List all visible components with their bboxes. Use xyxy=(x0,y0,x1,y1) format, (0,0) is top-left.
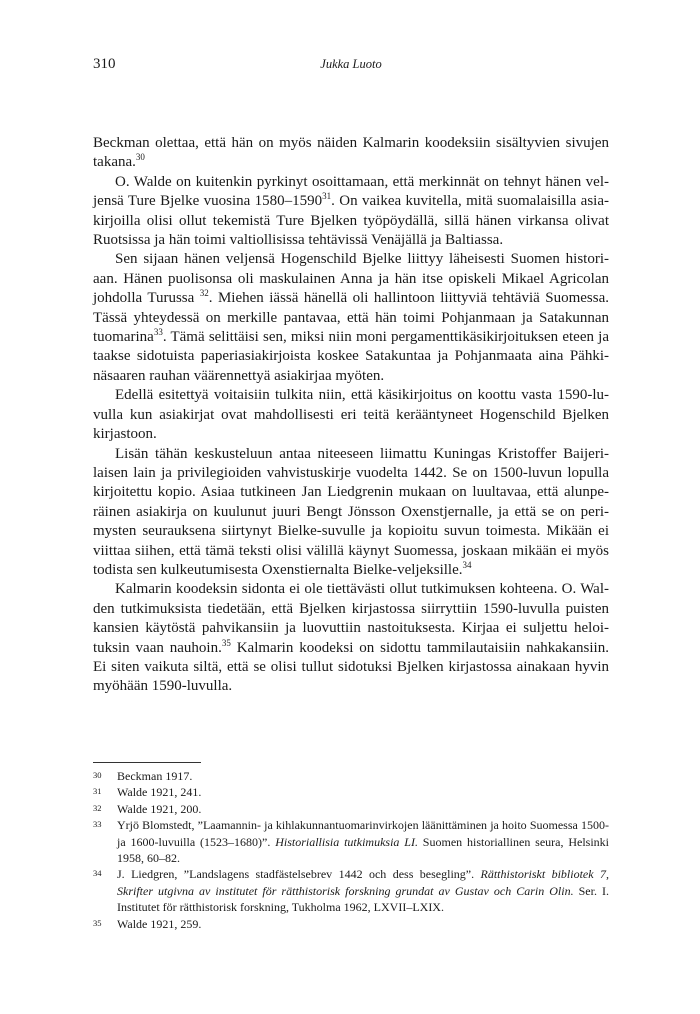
italic-text: Historiallisia tutkimuksia LI. xyxy=(275,834,418,849)
footnote-ref: 35 xyxy=(221,637,231,648)
body-paragraph xyxy=(93,386,609,444)
text-run: . Miehen iässä hänellä oli hallintoon liittyviä tehtäviä Suomessa. Tässä yhteydessä on merkille pantavaa, että hän toimi Pohjanmaan ja Satakunnan tuomarina xyxy=(93,290,609,346)
text-run: Walde 1921, 200. xyxy=(117,801,202,816)
footnote-ref: 34 xyxy=(462,559,472,570)
footnote-number: 33 xyxy=(93,819,102,830)
text-run: Ser. I. Institutet för rätthistorisk forskning, Tukholma 1962, LXVII–LXIX. xyxy=(117,883,609,915)
footnote-text xyxy=(117,784,609,800)
italic-text: Rätthistoriskt bibliotek 7, Skrifter utgivna av institutet för rätthistorisk forskning grundat av Gustav och Carin Olin. xyxy=(117,867,609,898)
footnote-number: 34 xyxy=(93,868,102,879)
text-run: Walde 1921, 241. xyxy=(117,785,202,800)
text-run: O. Walde on kuitenkin pyrkinyt osoittamaan, että merkinnät on tehnyt hänen veljensä Ture Bjelke vuosina 1580–1590 xyxy=(93,173,609,210)
text-run: . On vaikea kuvitella, mitä suomalaisilla asiakirjoilla olisi ollut tekemistä Ture Bjelken työpöydällä, sillä hänen virkansa olivat Ruotsissa ja hän toimi valtiollisissa tehtävissä Venäjällä ja Baltiassa. xyxy=(93,193,609,249)
footnote xyxy=(93,784,609,800)
text-run: Sen sijaan hänen veljensä Hogenschild Bjelke liittyy läheisesti Suomen historiaan. Hänen puolisonsa oli maskulainen Anna ja hän itse opiskeli Mikael Agricolan johdolla Turussa xyxy=(93,251,609,307)
footnote-number: 35 xyxy=(93,917,102,928)
text-run: Beckman 1917. xyxy=(117,769,193,783)
footnote-ref: 31 xyxy=(322,191,332,202)
text-run: Lisän tähän keskusteluun antaa niteeseen liimattu Kuningas Kristoffer Baijerilaisen lain ja privilegioiden vahvistuskirje vuodelta 1442. Se on 1500-luvun lopulla kirjoitettu kopio. Asiaa tutkineen Jan Liedgrenin mukaan on luultavaa, että alunperäinen asiakirja on kuulunut juuri Bengt Jönsson Oxenstjernalle, ja että se on perimysten seurauksena siirtynyt Bielke-suvulle ja kopioitu suvun toimesta. Mikään ei viittaa siihen, että tämä teksti olisi välillä käynyt Suomessa, joskaan mikään ei myös todista sen kulkeutumisesta Oxenstiernalta Bielke-veljeksille. xyxy=(93,445,609,578)
running-header xyxy=(93,56,609,76)
text-run: Beckman olettaa, että hän on myös näiden Kalmarin koodeksiin sisältyvien sivujen takana. xyxy=(93,135,609,171)
footnote xyxy=(93,817,609,866)
footnote xyxy=(93,768,609,784)
footnote-number: 32 xyxy=(93,802,102,813)
body-paragraph xyxy=(93,134,609,173)
footnote-number: 30 xyxy=(93,770,102,780)
text-run: Kalmarin koodeksin sidonta ei ole tiettävästi ollut tutkimuksen kohteena. O. Walden tutkimuksista tiedetään, että Bjelken kirjastossa siirryttiin 1590-luvulla puisten kansien käytöstä pahvikansiin ja luovuttiin nastoituksesta. Kirjaa ei suljettu heloituksin vaan nauhoin. xyxy=(93,581,609,656)
footnote-ref: 32 xyxy=(199,288,209,299)
body-text xyxy=(93,134,609,697)
footnote xyxy=(93,866,609,915)
body-paragraph xyxy=(93,173,609,251)
footnotes xyxy=(93,768,609,932)
body-paragraph xyxy=(93,580,609,696)
footnote-text xyxy=(117,801,609,817)
text-run: . Tämä selittäisi sen, miksi niin moni pergamenttikäsikirjoituksen eteen ja taakse sidotuista paperiasiakirjoista koskee Satakuntaa ja Pohjanmaata aina Pähkinäsaaren rauhan väärennettyä asiakirjaa myöten. xyxy=(93,329,609,384)
footnote-ref: 30 xyxy=(135,152,145,163)
text-run: Kalmarin koodeksi on sidottu tammilautaisiin nahkakansiin. Ei siten vaikuta siltä, että se olisi tullut sidotuksi Bjelken kirjastossa ainakaan hyvin myöhään 1590-luvulla. xyxy=(93,639,609,695)
footnote-text xyxy=(117,768,609,784)
text-run: Edellä esitettyä voitaisiin tulkita niin, että käsikirjoitus on koottu vasta 1590-luvulla kun asiakirjat ovat mahdollisesti eri teitä kerääntyneet Hogenschild Bjelken kirjastoon. xyxy=(93,387,609,443)
text-run: Yrjö Blomstedt, ”Laamannin- ja kihlakunnantuomarinvirkojen läänittäminen ja hoito Suomessa 1500- ja 1600-luvuilla (1523–1680)”. xyxy=(117,818,609,849)
footnote-text xyxy=(117,866,609,915)
footnote-number: 31 xyxy=(93,786,102,797)
body-paragraph xyxy=(93,445,609,581)
footnote xyxy=(93,916,609,932)
body-paragraph xyxy=(93,250,609,386)
text-run: J. Liedgren, ”Landslagens stadfästelsebrev 1442 och dess besegling”. xyxy=(117,867,481,882)
footnote-text xyxy=(117,817,609,866)
text-run: Walde 1921, 259. xyxy=(117,916,202,931)
page-number: 310 xyxy=(93,56,116,72)
footnote-ref: 33 xyxy=(153,327,163,338)
footnote xyxy=(93,801,609,817)
running-head-author: Jukka Luoto xyxy=(320,57,382,71)
footnote-text xyxy=(117,916,609,932)
footnote-separator xyxy=(93,762,201,763)
text-run: Suomen historiallinen seura, Helsinki 1958, 60–82. xyxy=(117,834,610,866)
